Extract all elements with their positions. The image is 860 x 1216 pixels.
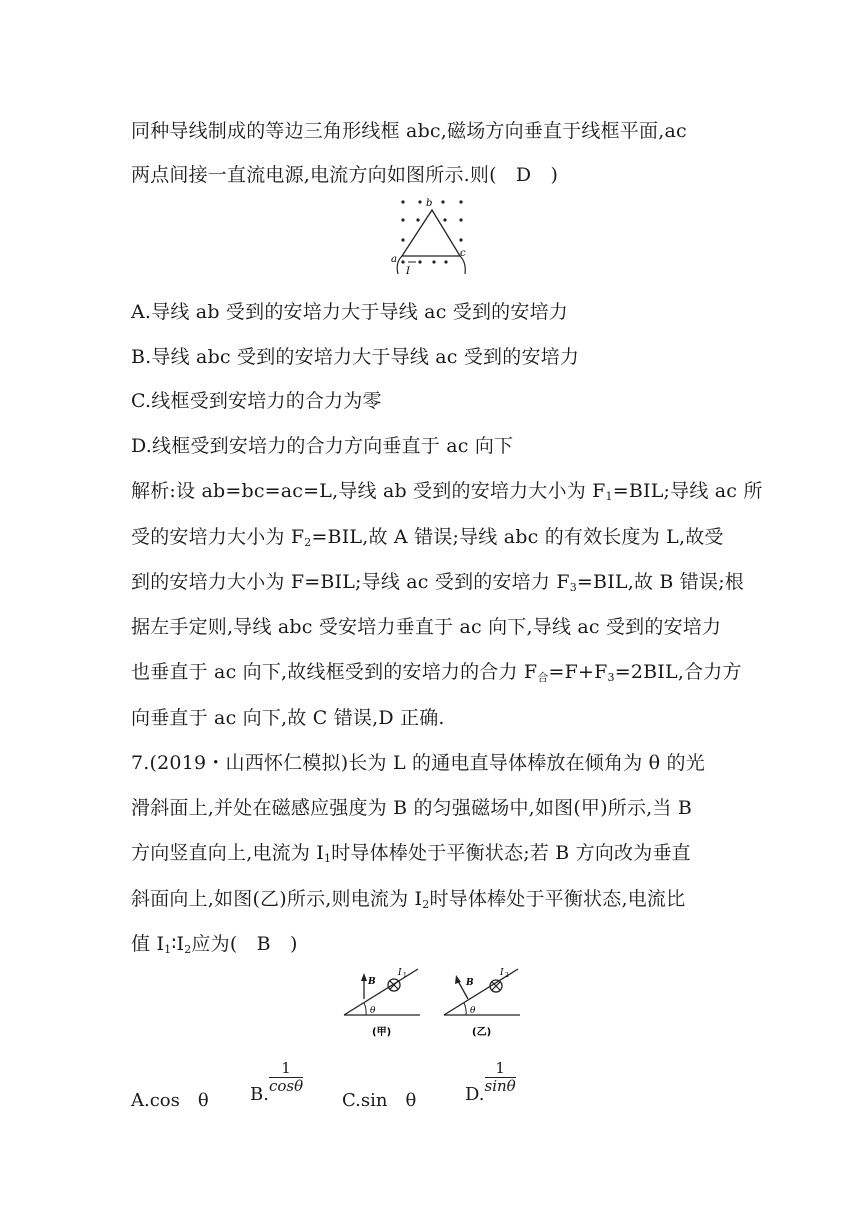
incline-figure-jia <box>340 965 426 1045</box>
theta-label-jia: θ <box>370 1006 376 1016</box>
q6-option-b: B.导线 abc 受到的安培力大于导线 ac 受到的安培力 <box>131 346 580 368</box>
analysis-line-5: 也垂直于 ac 向下,故线框受到的安培力的合力 $F_合=F+F_3=2BIL$,合力方 <box>131 661 742 684</box>
q7-line-1: 7.(2019・山西怀仁模拟)长为 L 的通电直导体棒放在倾角为 θ 的光 <box>131 752 705 774</box>
caption-jia: (甲) <box>372 1027 392 1038</box>
triangle-frame-figure <box>388 192 478 280</box>
analysis-line-3: 到的安培力大小为 F=BIL;导线 ac 受到的安培力 $F_3=BIL$,故 B 错误;根 <box>131 571 744 594</box>
analysis-line-2: 受的安培力大小为 $F_2=BIL$,故 A 错误;导线 abc 的有效长度为 L,故受 <box>131 526 724 549</box>
q6-option-c: C.线框受到安培力的合力为零 <box>131 390 382 412</box>
current-label-yi: I <box>500 968 504 978</box>
analysis-line-1: 解析:设 ab=bc=ac=L,导线 ab 受到的安培力大小为 $F_1=BIL$;导线 ac 所 <box>131 480 763 503</box>
q7-line-2: 滑斜面上,并处在磁感应强度为 B 的匀强磁场中,如图(甲)所示,当 B <box>131 797 692 819</box>
b-field-label-yi: B <box>466 978 474 988</box>
q7-line-5: 值 $I_1∶I_2$应为( B ) <box>131 933 298 956</box>
vertex-c-label: c <box>460 248 466 259</box>
incline-figure-yi <box>440 965 526 1045</box>
caption-yi: (乙) <box>472 1027 492 1038</box>
q6-stem-line-1: 同种导线制成的等边三角形线框 abc,磁场方向垂直于线框平面,ac <box>131 120 687 142</box>
q6-option-a: A.导线 ab 受到的安培力大于导线 ac 受到的安培力 <box>131 301 568 323</box>
q7-line-3: 方向竖直向上,电流为 $I_1$时导体棒处于平衡状态;若 B 方向改为垂直 <box>131 842 691 865</box>
current-label-jia: I <box>398 968 402 978</box>
q7-option-a: A.cos θ <box>131 1090 209 1111</box>
q7-option-d: D. $\frac{1}{\sin\theta}$ <box>465 1059 516 1105</box>
q7-option-c: C.sin θ <box>342 1090 417 1111</box>
theta-label-yi: θ <box>470 1006 476 1016</box>
svg-text:2: 2 <box>505 972 509 979</box>
current-i-label: I <box>406 266 410 277</box>
q7-option-b: B. $\frac{1}{\cos\theta}$ <box>250 1059 304 1105</box>
vertex-a-label: a <box>391 254 397 265</box>
b-field-label-jia: B <box>368 977 376 987</box>
q7-line-4: 斜面向上,如图(乙)所示,则电流为 $I_2$时导体棒处于平衡状态,电流比 <box>131 888 686 911</box>
q6-option-d: D.线框受到安培力的合力方向垂直于 ac 向下 <box>131 435 514 457</box>
vertex-b-label: b <box>426 198 433 209</box>
analysis-line-4: 据左手定则,导线 abc 受安培力垂直于 ac 向下,导线 ac 受到的安培力 <box>131 616 722 638</box>
q6-stem-line-2: 两点间接一直流电源,电流方向如图所示.则( D ) <box>131 164 559 186</box>
analysis-line-6: 向垂直于 ac 向下,故 C 错误,D 正确. <box>131 707 445 729</box>
svg-text:1: 1 <box>403 972 407 979</box>
